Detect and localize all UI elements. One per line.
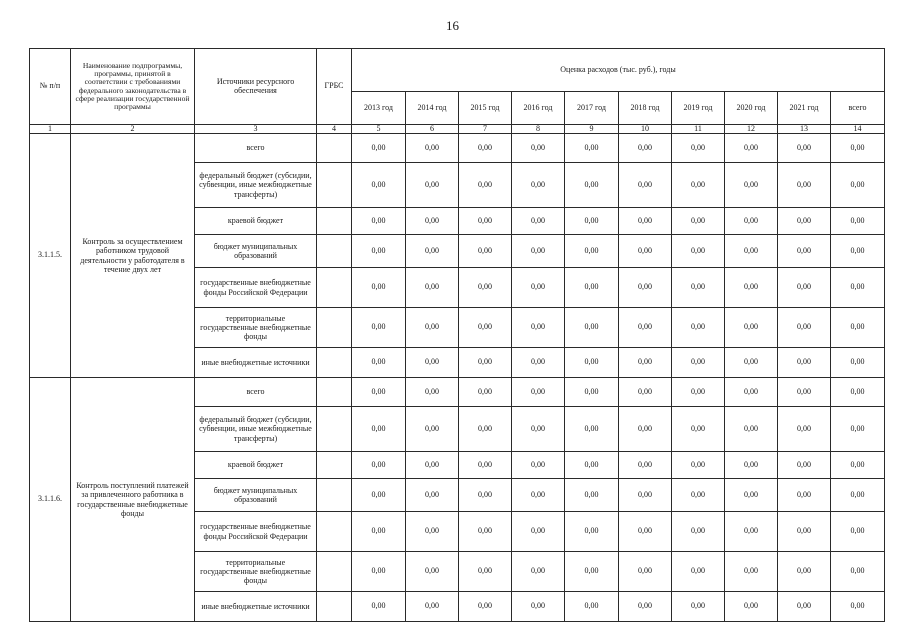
table-row xyxy=(30,134,885,163)
year-value: 0,00 xyxy=(778,479,831,512)
year-value: 0,00 xyxy=(672,208,725,235)
year-value: 0,00 xyxy=(512,452,565,479)
year-value: 0,00 xyxy=(778,378,831,407)
year-value: 0,00 xyxy=(512,163,565,208)
year-value: 0,00 xyxy=(619,592,672,622)
total-value: 0,00 xyxy=(831,512,885,552)
year-value: 0,00 xyxy=(406,592,459,622)
column-number: 13 xyxy=(778,125,831,134)
year-value: 0,00 xyxy=(352,163,406,208)
funding-source: бюджет муниципальных образований xyxy=(195,479,317,512)
total-value: 0,00 xyxy=(831,452,885,479)
year-value: 0,00 xyxy=(619,134,672,163)
year-value: 0,00 xyxy=(725,479,778,512)
year-value: 0,00 xyxy=(565,348,619,378)
year-value: 0,00 xyxy=(725,452,778,479)
year-value: 0,00 xyxy=(725,407,778,452)
year-value: 0,00 xyxy=(672,268,725,308)
header-year: 2019 год xyxy=(672,92,725,125)
column-number: 8 xyxy=(512,125,565,134)
year-value: 0,00 xyxy=(565,378,619,407)
grbs-cell xyxy=(317,512,352,552)
year-value: 0,00 xyxy=(352,378,406,407)
funding-source: иные внебюджетные источники xyxy=(195,348,317,378)
year-value: 0,00 xyxy=(778,208,831,235)
year-value: 0,00 xyxy=(512,268,565,308)
total-value: 0,00 xyxy=(831,163,885,208)
grbs-cell xyxy=(317,348,352,378)
year-value: 0,00 xyxy=(619,308,672,348)
year-value: 0,00 xyxy=(619,407,672,452)
year-value: 0,00 xyxy=(459,592,512,622)
year-value: 0,00 xyxy=(459,235,512,268)
funding-source: государственные внебюджетные фонды Российской Федерации xyxy=(195,268,317,308)
item-code: 3.1.1.5. xyxy=(30,134,71,378)
year-value: 0,00 xyxy=(512,592,565,622)
header-year: 2014 год xyxy=(406,92,459,125)
header-year: 2016 год xyxy=(512,92,565,125)
year-value: 0,00 xyxy=(459,378,512,407)
year-value: 0,00 xyxy=(672,378,725,407)
year-value: 0,00 xyxy=(778,134,831,163)
header-sources: Источники ресурсного обеспечения xyxy=(195,49,317,125)
total-value: 0,00 xyxy=(831,235,885,268)
year-value: 0,00 xyxy=(459,348,512,378)
funding-source: территориальные государственные внебюджетные фонды xyxy=(195,552,317,592)
header-number: № п/п xyxy=(30,49,71,125)
year-value: 0,00 xyxy=(619,268,672,308)
year-value: 0,00 xyxy=(725,208,778,235)
year-value: 0,00 xyxy=(406,208,459,235)
funding-source: федеральный бюджет (субсидии, субвенции, иные межбюджетные трансферты) xyxy=(195,163,317,208)
year-value: 0,00 xyxy=(352,512,406,552)
column-number: 9 xyxy=(565,125,619,134)
year-value: 0,00 xyxy=(406,348,459,378)
column-number: 7 xyxy=(459,125,512,134)
header-total: всего xyxy=(831,92,885,125)
year-value: 0,00 xyxy=(352,552,406,592)
year-value: 0,00 xyxy=(672,163,725,208)
header-name: Наименование подпрограммы, программы, принятой в соответствии с требованиями федерального законодательства в сфере реализации государственной программы xyxy=(71,49,195,125)
column-number: 2 xyxy=(71,125,195,134)
item-code: 3.1.1.6. xyxy=(30,378,71,622)
total-value: 0,00 xyxy=(831,308,885,348)
year-value: 0,00 xyxy=(352,134,406,163)
year-value: 0,00 xyxy=(565,134,619,163)
year-value: 0,00 xyxy=(512,348,565,378)
year-value: 0,00 xyxy=(619,163,672,208)
year-value: 0,00 xyxy=(352,452,406,479)
grbs-cell xyxy=(317,378,352,407)
total-value: 0,00 xyxy=(831,407,885,452)
year-value: 0,00 xyxy=(512,134,565,163)
year-value: 0,00 xyxy=(459,134,512,163)
total-value: 0,00 xyxy=(831,592,885,622)
year-value: 0,00 xyxy=(565,592,619,622)
year-value: 0,00 xyxy=(672,512,725,552)
year-value: 0,00 xyxy=(672,235,725,268)
year-value: 0,00 xyxy=(619,452,672,479)
year-value: 0,00 xyxy=(619,378,672,407)
year-value: 0,00 xyxy=(512,235,565,268)
funding-source: бюджет муниципальных образований xyxy=(195,235,317,268)
year-value: 0,00 xyxy=(512,308,565,348)
funding-source: государственные внебюджетные фонды Российской Федерации xyxy=(195,512,317,552)
header-year: 2020 год xyxy=(725,92,778,125)
column-number: 6 xyxy=(406,125,459,134)
year-value: 0,00 xyxy=(459,552,512,592)
year-value: 0,00 xyxy=(565,163,619,208)
year-value: 0,00 xyxy=(778,407,831,452)
year-value: 0,00 xyxy=(725,348,778,378)
total-value: 0,00 xyxy=(831,134,885,163)
grbs-cell xyxy=(317,452,352,479)
total-value: 0,00 xyxy=(831,479,885,512)
year-value: 0,00 xyxy=(459,308,512,348)
table-body xyxy=(30,134,885,622)
year-value: 0,00 xyxy=(672,407,725,452)
year-value: 0,00 xyxy=(672,552,725,592)
year-value: 0,00 xyxy=(352,407,406,452)
column-number: 12 xyxy=(725,125,778,134)
item-name: Контроль за осуществлением работником трудовой деятельности у работодателя в течение двух лет xyxy=(71,134,195,378)
year-value: 0,00 xyxy=(406,552,459,592)
year-value: 0,00 xyxy=(619,208,672,235)
column-number: 3 xyxy=(195,125,317,134)
year-value: 0,00 xyxy=(778,592,831,622)
year-value: 0,00 xyxy=(352,308,406,348)
year-value: 0,00 xyxy=(725,378,778,407)
year-value: 0,00 xyxy=(672,308,725,348)
year-value: 0,00 xyxy=(778,348,831,378)
year-value: 0,00 xyxy=(459,512,512,552)
year-value: 0,00 xyxy=(565,479,619,512)
grbs-cell xyxy=(317,163,352,208)
year-value: 0,00 xyxy=(565,512,619,552)
year-value: 0,00 xyxy=(619,552,672,592)
column-number: 1 xyxy=(30,125,71,134)
year-value: 0,00 xyxy=(459,479,512,512)
year-value: 0,00 xyxy=(672,479,725,512)
year-value: 0,00 xyxy=(725,134,778,163)
header-year: 2013 год xyxy=(352,92,406,125)
year-value: 0,00 xyxy=(406,235,459,268)
year-value: 0,00 xyxy=(778,452,831,479)
funding-source: краевой бюджет xyxy=(195,452,317,479)
year-value: 0,00 xyxy=(406,407,459,452)
year-value: 0,00 xyxy=(672,348,725,378)
year-value: 0,00 xyxy=(672,134,725,163)
year-value: 0,00 xyxy=(512,512,565,552)
funding-source: всего xyxy=(195,378,317,407)
year-value: 0,00 xyxy=(619,479,672,512)
funding-source: всего xyxy=(195,134,317,163)
year-value: 0,00 xyxy=(565,308,619,348)
year-value: 0,00 xyxy=(406,378,459,407)
year-value: 0,00 xyxy=(512,479,565,512)
year-value: 0,00 xyxy=(406,268,459,308)
year-value: 0,00 xyxy=(352,479,406,512)
page-number: 16 xyxy=(446,18,459,33)
year-value: 0,00 xyxy=(406,479,459,512)
year-value: 0,00 xyxy=(778,268,831,308)
header-year: 2015 год xyxy=(459,92,512,125)
year-value: 0,00 xyxy=(459,208,512,235)
funding-source: краевой бюджет xyxy=(195,208,317,235)
header-year: 2021 год xyxy=(778,92,831,125)
table-row xyxy=(30,378,885,407)
year-value: 0,00 xyxy=(619,512,672,552)
year-value: 0,00 xyxy=(459,163,512,208)
total-value: 0,00 xyxy=(831,378,885,407)
year-value: 0,00 xyxy=(778,512,831,552)
grbs-cell xyxy=(317,134,352,163)
year-value: 0,00 xyxy=(725,552,778,592)
year-value: 0,00 xyxy=(778,235,831,268)
year-value: 0,00 xyxy=(352,348,406,378)
column-number: 11 xyxy=(672,125,725,134)
year-value: 0,00 xyxy=(352,268,406,308)
grbs-cell xyxy=(317,552,352,592)
year-value: 0,00 xyxy=(406,163,459,208)
year-value: 0,00 xyxy=(459,452,512,479)
year-value: 0,00 xyxy=(459,268,512,308)
year-value: 0,00 xyxy=(565,268,619,308)
year-value: 0,00 xyxy=(352,208,406,235)
year-value: 0,00 xyxy=(459,407,512,452)
year-value: 0,00 xyxy=(672,592,725,622)
year-value: 0,00 xyxy=(725,512,778,552)
year-value: 0,00 xyxy=(512,378,565,407)
header-expense-estimate: Оценка расходов (тыс. руб.), годы xyxy=(352,49,885,92)
year-value: 0,00 xyxy=(512,552,565,592)
year-value: 0,00 xyxy=(352,592,406,622)
column-number: 4 xyxy=(317,125,352,134)
year-value: 0,00 xyxy=(725,235,778,268)
grbs-cell xyxy=(317,407,352,452)
total-value: 0,00 xyxy=(831,208,885,235)
year-value: 0,00 xyxy=(565,552,619,592)
grbs-cell xyxy=(317,308,352,348)
year-value: 0,00 xyxy=(565,208,619,235)
total-value: 0,00 xyxy=(831,348,885,378)
year-value: 0,00 xyxy=(778,308,831,348)
year-value: 0,00 xyxy=(778,552,831,592)
year-value: 0,00 xyxy=(725,163,778,208)
year-value: 0,00 xyxy=(619,348,672,378)
funding-source: федеральный бюджет (субсидии, субвенции, иные межбюджетные трансферты) xyxy=(195,407,317,452)
year-value: 0,00 xyxy=(565,407,619,452)
funding-source: территориальные государственные внебюджетные фонды xyxy=(195,308,317,348)
year-value: 0,00 xyxy=(406,134,459,163)
year-value: 0,00 xyxy=(512,208,565,235)
total-value: 0,00 xyxy=(831,268,885,308)
grbs-cell xyxy=(317,268,352,308)
budget-table xyxy=(29,48,885,622)
year-value: 0,00 xyxy=(565,452,619,479)
year-value: 0,00 xyxy=(725,268,778,308)
item-name: Контроль поступлений платежей за привлеченного работника в государственные внебюджетные фонды xyxy=(71,378,195,622)
year-value: 0,00 xyxy=(565,235,619,268)
year-value: 0,00 xyxy=(619,235,672,268)
column-number: 5 xyxy=(352,125,406,134)
table-header xyxy=(30,49,885,134)
year-value: 0,00 xyxy=(725,308,778,348)
grbs-cell xyxy=(317,592,352,622)
funding-source: иные внебюджетные источники xyxy=(195,592,317,622)
column-number: 10 xyxy=(619,125,672,134)
grbs-cell xyxy=(317,208,352,235)
year-value: 0,00 xyxy=(406,308,459,348)
year-value: 0,00 xyxy=(352,235,406,268)
year-value: 0,00 xyxy=(778,163,831,208)
total-value: 0,00 xyxy=(831,552,885,592)
grbs-cell xyxy=(317,479,352,512)
year-value: 0,00 xyxy=(725,592,778,622)
header-year: 2018 год xyxy=(619,92,672,125)
column-number: 14 xyxy=(831,125,885,134)
header-year: 2017 год xyxy=(565,92,619,125)
year-value: 0,00 xyxy=(406,512,459,552)
header-grbs: ГРБС xyxy=(317,49,352,125)
year-value: 0,00 xyxy=(406,452,459,479)
year-value: 0,00 xyxy=(672,452,725,479)
year-value: 0,00 xyxy=(512,407,565,452)
grbs-cell xyxy=(317,235,352,268)
